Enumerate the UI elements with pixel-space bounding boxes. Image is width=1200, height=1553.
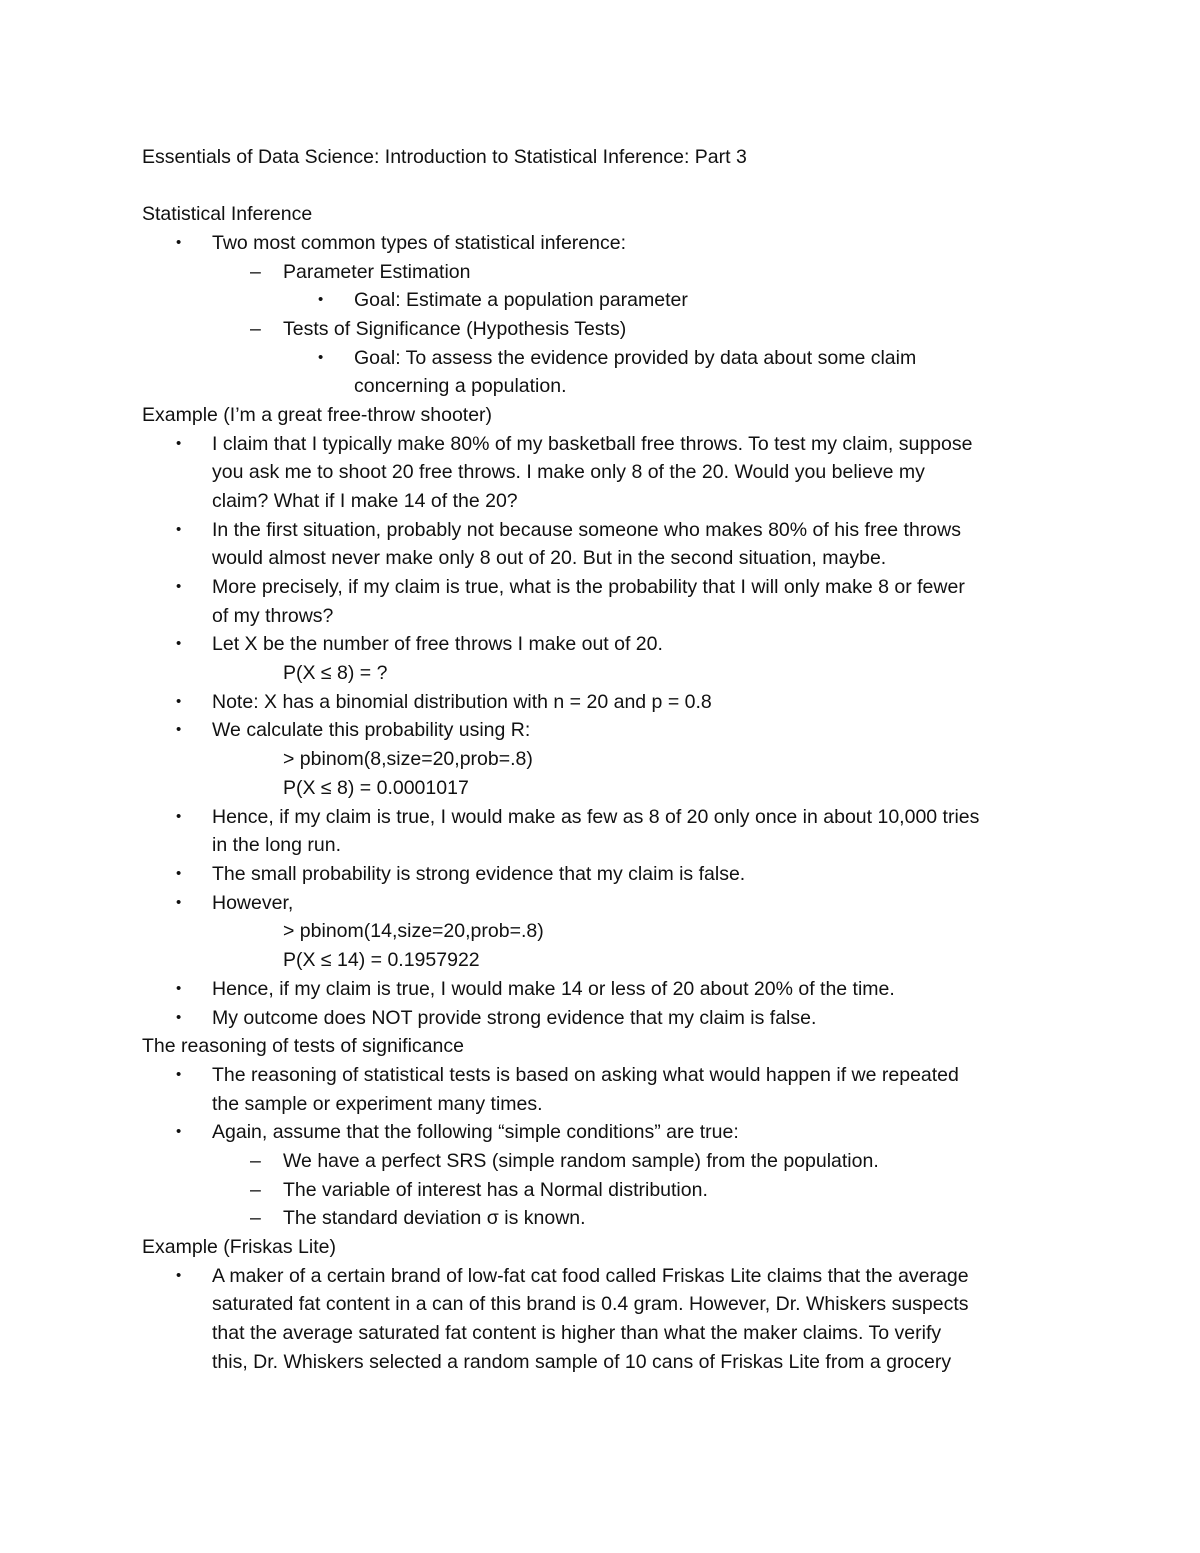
bullet-text: The reasoning of statistical tests is based on asking what would happen if we repeated	[212, 1064, 959, 1086]
formula-text: P(X ≤ 8) = ?	[283, 662, 388, 684]
dash-marker: –	[250, 318, 261, 340]
bullet-marker: •	[176, 234, 182, 251]
sub-sub-item-text: Goal: To assess the evidence provided by data about some claim	[354, 347, 917, 369]
bullet-text: you ask me to shoot 20 free throws. I make only 8 of the 20. Would you believe my	[212, 461, 925, 483]
bullet-text: A maker of a certain brand of low-fat cat food called Friskas Lite claims that the average	[212, 1265, 969, 1287]
bullet-text: I claim that I typically make 80% of my basketball free throws. To test my claim, suppose	[212, 433, 973, 455]
bullet-text: the sample or experiment many times.	[212, 1093, 543, 1115]
sub-item-text: Parameter Estimation	[283, 261, 471, 283]
document-title: Essentials of Data Science: Introduction to Statistical Inference: Part 3	[142, 146, 747, 168]
sub-item-text: The standard deviation σ is known.	[283, 1207, 586, 1229]
bullet-text: Let X be the number of free throws I make out of 20.	[212, 633, 663, 655]
bullet-text: However,	[212, 892, 294, 914]
bullet-marker: •	[176, 578, 182, 595]
bullet-marker: •	[176, 693, 182, 710]
bullet-text: Again, assume that the following “simple conditions” are true:	[212, 1121, 739, 1143]
dash-marker: –	[250, 1150, 261, 1172]
sub-item-text: The variable of interest has a Normal distribution.	[283, 1179, 708, 1201]
bullet-text: Two most common types of statistical inference:	[212, 232, 626, 254]
bullet-marker: •	[318, 291, 324, 308]
bullet-marker: •	[176, 635, 182, 652]
bullet-marker: •	[176, 1267, 182, 1284]
sub-item-text: We have a perfect SRS (simple random sample) from the population.	[283, 1150, 879, 1172]
bullet-text: My outcome does NOT provide strong evidence that my claim is false.	[212, 1007, 817, 1029]
sub-sub-item-text: concerning a population.	[354, 375, 567, 397]
bullet-text: In the first situation, probably not because someone who makes 80% of his free throws	[212, 519, 961, 541]
section-heading: Statistical Inference	[142, 203, 313, 225]
bullet-text: would almost never make only 8 out of 20. But in the second situation, maybe.	[212, 547, 887, 569]
bullet-marker: •	[176, 1123, 182, 1140]
bullet-text: claim? What if I make 14 of the 20?	[212, 490, 518, 512]
bullet-text: Note: X has a binomial distribution with n = 20 and p = 0.8	[212, 691, 712, 713]
section-heading: Example (I’m a great free-throw shooter)	[142, 404, 493, 426]
bullet-marker: •	[176, 435, 182, 452]
section-heading: Example (Friskas Lite)	[142, 1236, 336, 1258]
bullet-text: More precisely, if my claim is true, what is the probability that I will only make 8 or fewer	[212, 576, 965, 598]
bullet-marker: •	[176, 980, 182, 997]
sub-item-text: Tests of Significance (Hypothesis Tests)	[283, 318, 627, 340]
bullet-marker: •	[176, 1066, 182, 1083]
formula-text: P(X ≤ 14) = 0.1957922	[283, 949, 480, 971]
dash-marker: –	[250, 261, 261, 283]
bullet-marker: •	[176, 865, 182, 882]
bullet-marker: •	[176, 521, 182, 538]
dash-marker: –	[250, 1207, 261, 1229]
bullet-marker: •	[176, 894, 182, 911]
bullet-marker: •	[176, 1009, 182, 1026]
bullet-text: this, Dr. Whiskers selected a random sample of 10 cans of Friskas Lite from a grocery	[212, 1351, 952, 1373]
bullet-marker: •	[318, 349, 324, 366]
sub-sub-item-text: Goal: Estimate a population parameter	[354, 289, 688, 311]
bullet-text: The small probability is strong evidence that my claim is false.	[212, 863, 746, 885]
bullet-text: in the long run.	[212, 834, 342, 856]
bullet-text: We calculate this probability using R:	[212, 719, 531, 741]
section-heading: The reasoning of tests of significance	[142, 1035, 464, 1057]
bullet-text: that the average saturated fat content is higher than what the maker claims. To verify	[212, 1322, 942, 1344]
bullet-text: Hence, if my claim is true, I would make as few as 8 of 20 only once in about 10,000 tries	[212, 806, 980, 828]
bullet-text: Hence, if my claim is true, I would make 14 or less of 20 about 20% of the time.	[212, 978, 895, 1000]
bullet-marker: •	[176, 721, 182, 738]
bullet-text: saturated fat content in a can of this brand is 0.4 gram. However, Dr. Whiskers suspects	[212, 1293, 969, 1315]
code-text: > pbinom(8,size=20,prob=.8)	[283, 748, 533, 770]
dash-marker: –	[250, 1179, 261, 1201]
code-text: > pbinom(14,size=20,prob=.8)	[283, 920, 544, 942]
bullet-marker: •	[176, 808, 182, 825]
bullet-text: of my throws?	[212, 605, 334, 627]
formula-text: P(X ≤ 8) = 0.0001017	[283, 777, 469, 799]
